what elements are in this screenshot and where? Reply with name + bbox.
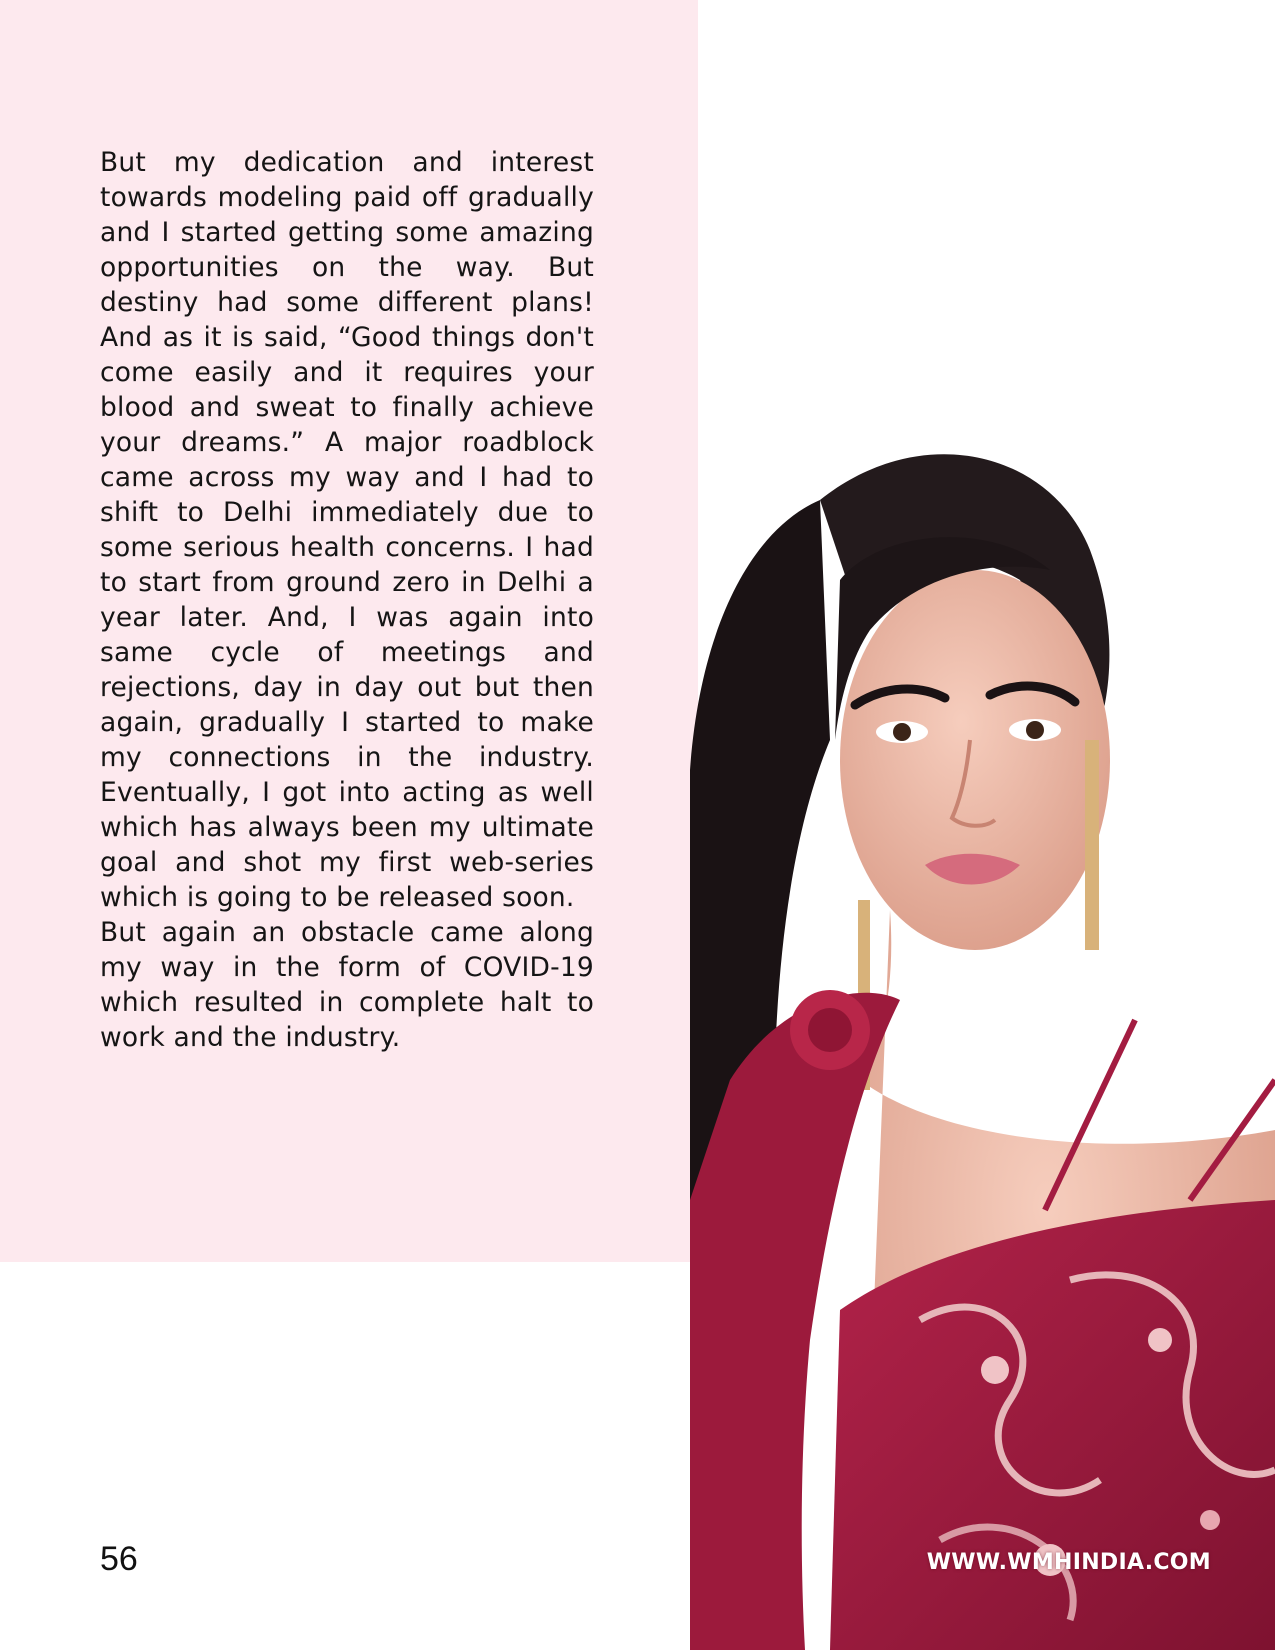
model-portrait-photo <box>690 440 1275 1650</box>
portrait-illustration <box>690 440 1275 1650</box>
article-paragraph: But again an obstacle came along my way in the form of COVID-19 which resulted in complete halt to work and the industry. <box>100 917 594 1053</box>
website-url[interactable]: WWW.WMHINDIA.COM <box>926 1550 1211 1575</box>
article-body <box>100 145 594 1055</box>
page-number: 56 <box>100 1540 138 1578</box>
face-shape <box>840 570 1110 950</box>
article-paragraph: But my dedication and interest towards modeling paid off gradually and I started getting some amazing opportunities on the way. But destiny had some different plans! And as it is said, “Good things don't come easily and it requires your blood and sweat to finally achieve your dreams.” A major roadblock came across my way and I had to shift to Delhi immediately due to some serious health concerns. I had to start from ground zero in Delhi a year later. And, I was again into same cycle of meetings and rejections, day in day out but then again, gradually I started to make my connections in the industry. Eventually, I got into acting as well which has always been my ultimate goal and shot my first web-series which is going to be released soon. <box>100 147 594 913</box>
